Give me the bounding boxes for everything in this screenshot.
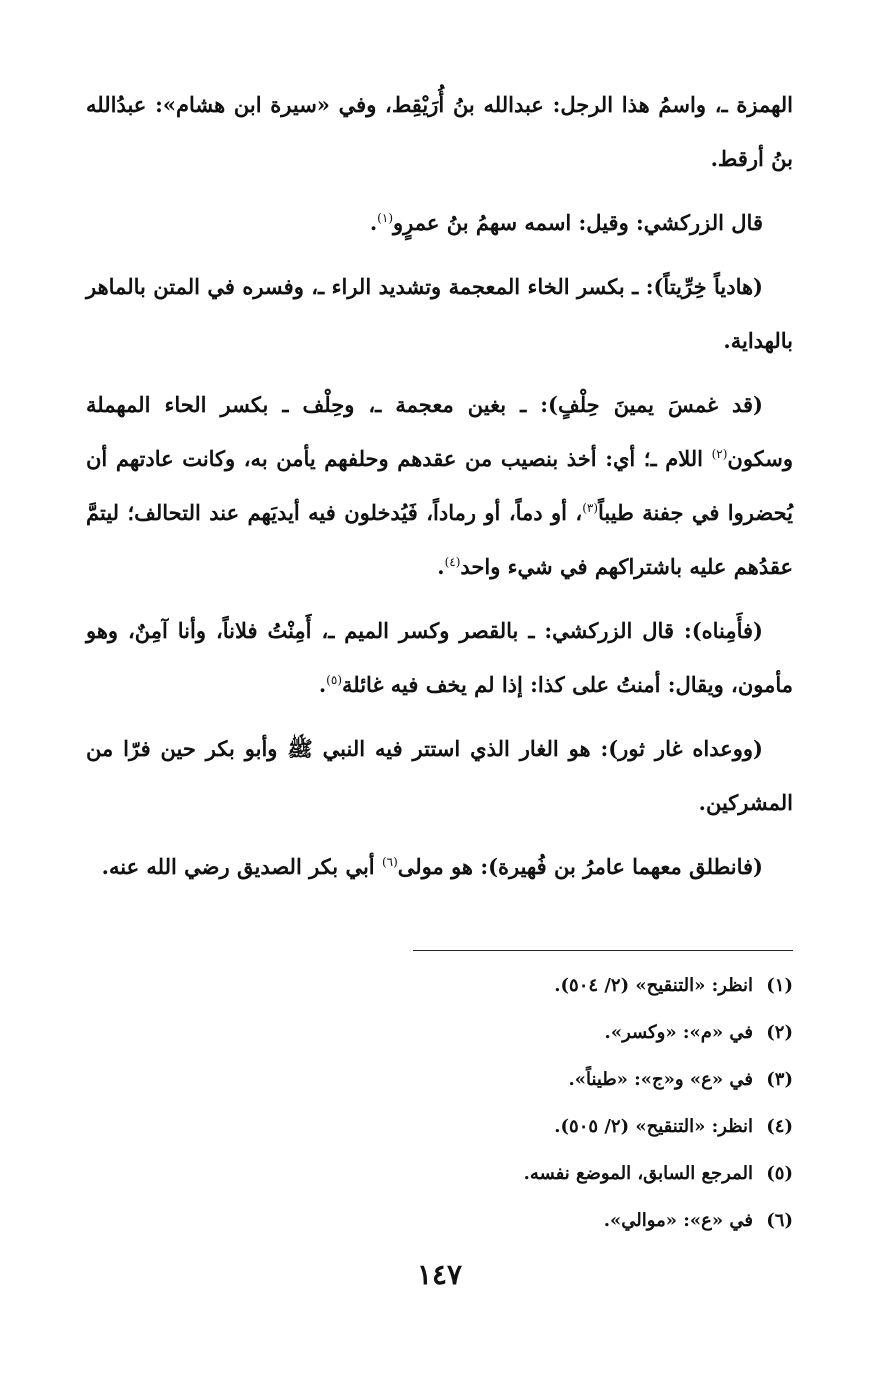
paragraph-tail: .	[437, 554, 445, 579]
footnote-ref: (١)	[377, 211, 393, 225]
paragraph-7	[86, 840, 793, 894]
paragraph-text: قال الزركشي: وقيل: اسمه سهمُ بنُ عمرٍو	[393, 210, 763, 235]
lemma: (فانطلق معهما عامرُ بن فُهيرة):	[480, 854, 763, 879]
lemma: (ووعداه غار ثور):	[600, 736, 763, 761]
lemma: (قد غمسَ يمينَ حِلْفٍ):	[540, 392, 763, 417]
footnote-ref: (٣)	[582, 501, 599, 515]
paragraph-6	[86, 722, 793, 830]
paragraph-4	[86, 378, 793, 594]
lemma: (فأَمِناه):	[683, 618, 763, 643]
footnote-text: انظر: «التنقيح» (٢/ ٥٠٤).	[554, 975, 753, 996]
footnote-ref: (٢)	[711, 447, 728, 461]
paragraph-text: قال الزركشي: ـ بالقصر وكسر الميم ـ، أَمِنْتُ فلاناً، وأنا آمِنٌ، وهو مأمون، ويقال: أمنتُ على كذا: إذا لم يخف فيه غائلة	[86, 618, 793, 697]
footnote-number: (٦)	[766, 1210, 793, 1231]
footnotes	[86, 962, 793, 1244]
footnote-text: في «ع» و«ج»: «طيناً».	[568, 1069, 753, 1090]
paragraph-tail: ، أو دماً، أو رماداً، فَيُدخلون فيه أيديَهم عند التحالف؛ ليتمَّ عقدُهم عليه باشتراكهم في شيء واحد	[86, 500, 793, 579]
lemma: (هادياً خِرِّيتاً):	[645, 274, 763, 299]
paragraph-text: الهمزة ـ، واسمُ هذا الرجل: عبدالله بنُ أُرَيْقِط، وفي «سيرة ابن هشام»: عبدُالله بنُ أرقط.	[86, 92, 793, 171]
paragraph-tail: أبي بكر الصديق رضي الله عنه.	[101, 854, 382, 879]
footnote-ref: (٤)	[444, 555, 461, 569]
paragraph-text: هو الغار الذي استتر فيه النبي ﷺ وأبو بكر حين فرّا من المشركين.	[86, 736, 793, 815]
footnote	[86, 1056, 793, 1103]
paragraph-tail: .	[318, 672, 327, 697]
footnote-text: انظر: «التنقيح» (٢/ ٥٠٥).	[554, 1116, 753, 1137]
footnote-number: (١)	[766, 975, 793, 996]
footnote	[86, 1103, 793, 1150]
footnote	[86, 962, 793, 1009]
footnote	[86, 1150, 793, 1197]
footnote-number: (٣)	[766, 1069, 793, 1090]
main-text	[86, 78, 793, 904]
footnote-text: في «ع»: «موالي».	[603, 1210, 753, 1231]
paragraph-5	[86, 604, 793, 712]
footnote	[86, 1197, 793, 1244]
footnote-divider	[413, 950, 793, 951]
paragraph-2	[86, 196, 793, 250]
paragraph-1	[86, 78, 793, 186]
paragraph-text: هو مولى	[397, 854, 481, 879]
footnote-number: (٢)	[766, 1022, 793, 1043]
footnote-ref: (٦)	[381, 855, 398, 869]
footnote-text: في «م»: «وكسر».	[604, 1022, 753, 1043]
footnote-text: المرجع السابق، الموضع نفسه.	[523, 1163, 753, 1184]
paragraph-text: ـ بغين معجمة ـ، وحِلْف ـ بكسر الحاء المهملة وسكون	[86, 392, 793, 471]
paragraph-3	[86, 260, 793, 368]
page-number: ١٤٧	[416, 1258, 463, 1291]
footnote-ref: (٥)	[326, 673, 342, 687]
footnote-number: (٤)	[766, 1116, 793, 1137]
paragraph-tail: .	[369, 210, 378, 235]
paragraph-tail: اللام ـ؛ أي: أخذ بنصيب من عقدهم وحلفهم يأمن به، وكانت عادتهم أن يُحضروا في جفنة طيباً	[86, 446, 793, 525]
footnote	[86, 1009, 793, 1056]
footnote-number: (٥)	[766, 1163, 793, 1184]
paragraph-text: ـ بكسر الخاء المعجمة وتشديد الراء ـ، وفسره في المتن بالماهر بالهداية.	[86, 274, 793, 353]
